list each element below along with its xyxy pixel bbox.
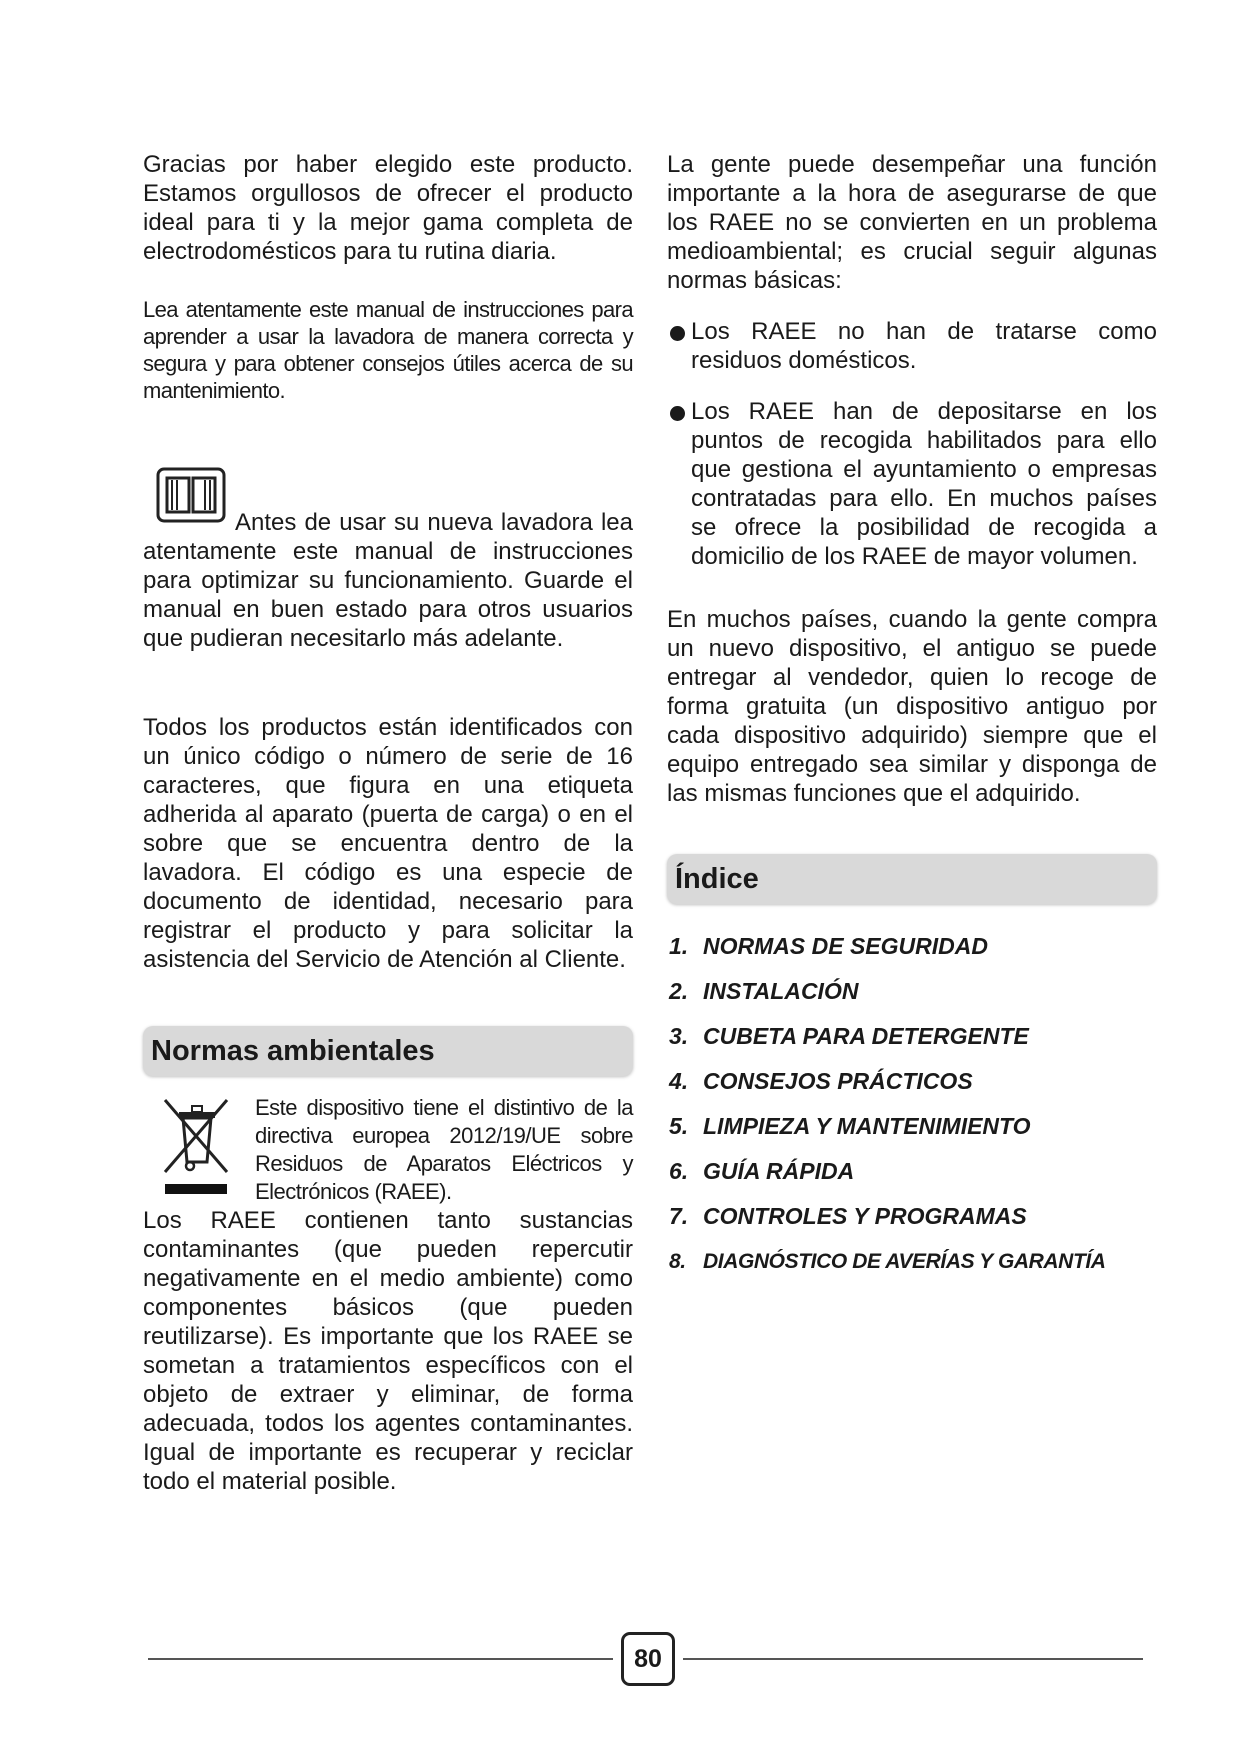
toc-item[interactable]: 7. CONTROLES Y PROGRAMAS — [669, 1203, 1027, 1229]
open-book-icon — [155, 466, 227, 524]
before-use-paragraph: Antes de usar su nueva lavadora lea atentamente este manual de instrucciones para optimizar su funcionamiento. Guarde el manual en buen estado para otros usuarios que pudieran necesitarlo más adelante. — [143, 509, 633, 652]
toc-item[interactable]: 8. DIAGNÓSTICO DE AVERÍAS Y GARANTÍA — [669, 1250, 1106, 1273]
toc-item[interactable]: 1. NORMAS DE SEGURIDAD — [669, 933, 988, 959]
footer-rule-left — [148, 1658, 613, 1660]
index-heading-text: Índice — [675, 862, 759, 895]
bullet-text: Los RAEE han de depositarse en los puntos de recogida habilitados para ello que gestiona el ayuntamiento o empresas contratadas para ello. En muchos países se ofrece la posibilidad de recogida a domicilio de los RAEE de mayor volumen. — [691, 398, 1157, 570]
before-use-block — [143, 464, 633, 653]
return-policy-paragraph: En muchos países, cuando la gente compra un nuevo dispositivo, el antiguo se puede entregar al vendedor, quien lo recoge de forma gratuita (un dispositivo antiguo por cada dispositivo adquirido) siempre que el equipo entregado sea similar y disponga de las mismas funciones que el adquirido. — [667, 606, 1157, 807]
toc-item[interactable]: 4. CONSEJOS PRÁCTICOS — [669, 1068, 973, 1094]
toc-item[interactable]: 6. GUÍA RÁPIDA — [669, 1158, 855, 1184]
environment-heading — [143, 1026, 633, 1076]
read-manual-paragraph: Lea atentamente este manual de instrucciones para aprender a usar la lavadora de manera correcta y segura y para obtener consejos útiles acerca de su mantenimiento. — [143, 297, 633, 403]
footer-rule-right — [683, 1658, 1143, 1660]
people-role-paragraph: La gente puede desempeñar una función importante a la hora de asegurarse de que los RAEE no se convierten en un problema medioambiental; es crucial seguir algunas normas básicas: — [667, 151, 1157, 294]
bullet-dot — [670, 406, 685, 421]
toc-item[interactable]: 5. LIMPIEZA Y MANTENIMIENTO — [669, 1113, 1031, 1139]
weee-body-paragraph: Los RAEE contienen tanto sustancias contaminantes (que pueden repercutir negativamente en el medio ambiente) como componentes básicos (que pueden reutilizarse). Es importante que los RAEE se sometan a tratamientos específicos con el objeto de extraer y eliminar, de forma adecuada, todos los agentes contaminantes. Igual de importante es recuperar y reciclar todo el material posible. — [143, 1207, 633, 1495]
bullet-item — [667, 397, 1157, 571]
right-column — [667, 150, 1157, 1284]
page-number — [621, 1632, 675, 1686]
toc-item[interactable]: 3. CUBETA PARA DETERGENTE — [669, 1023, 1029, 1049]
crossed-out-wheelie-bin-icon — [161, 1096, 233, 1196]
left-column — [143, 150, 633, 1496]
environment-heading-text: Normas ambientales — [151, 1034, 435, 1067]
toc-item[interactable]: 2. INSTALACIÓN — [669, 978, 859, 1004]
bullet-text: Los RAEE no han de tratarse como residuos domésticos. — [691, 318, 1157, 374]
bullet-dot — [670, 326, 685, 341]
index-heading — [667, 854, 1157, 904]
serial-code-paragraph: Todos los productos están identificados con un único código o número de serie de 16 caracteres, que figura en una etiqueta adherida al aparato (puerta de carga) o en el sobre que se encuentra dentro de la lavadora. El código es una especie de documento de identidad, necesario para registrar el producto y para solicitar la asistencia del Servicio de Atención al Cliente. — [143, 714, 633, 973]
weee-notice: Este dispositivo tiene el distintivo de la directiva europea 2012/19/UE sobre Residuos de Aparatos Eléctricos y Electrónicos (RAEE). — [255, 1095, 633, 1204]
bullet-item — [667, 317, 1157, 375]
intro-paragraph: Gracias por haber elegido este producto. Estamos orgullosos de ofrecer el producto ideal para ti y la mejor gama completa de electrodomésticos para tu rutina diaria. — [143, 151, 633, 265]
weee-block — [143, 1094, 633, 1206]
page-number-text: 80 — [634, 1644, 662, 1673]
table-of-contents — [667, 924, 1157, 1284]
